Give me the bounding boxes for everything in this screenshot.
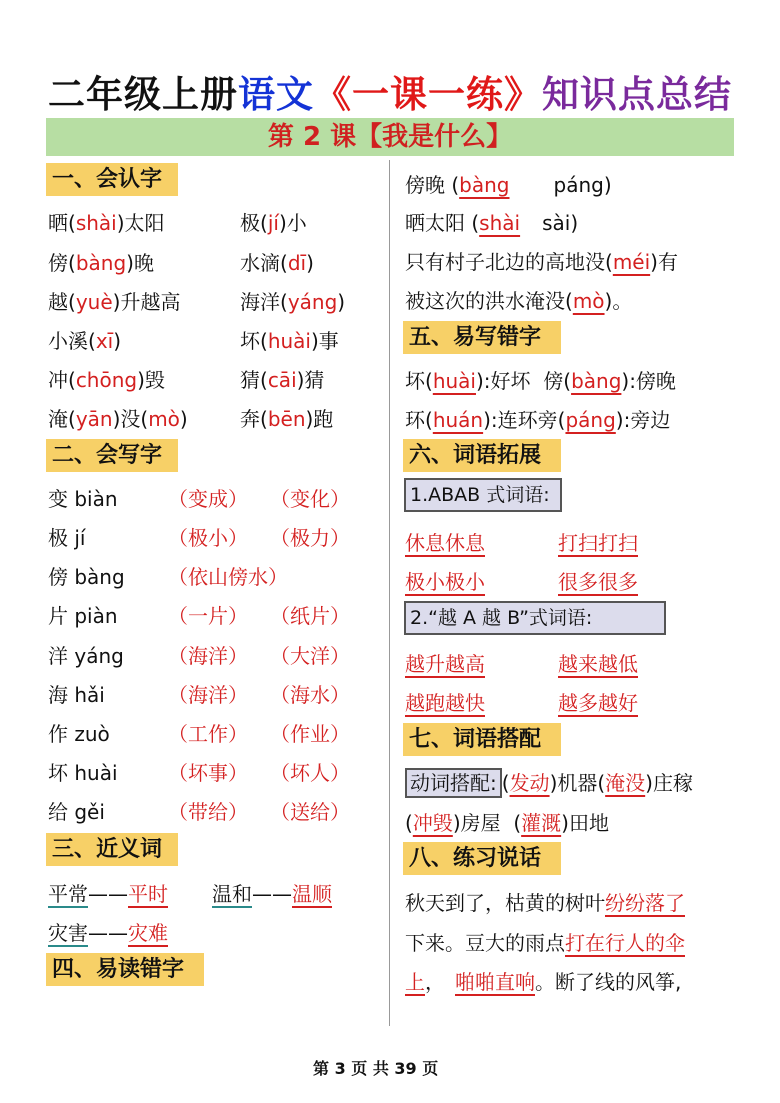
synonym-pair: 平常——平时: [48, 882, 168, 906]
list-item: 坏 huài: [48, 761, 118, 785]
word-item: 很多很多: [558, 570, 638, 594]
word-item: （坏事）: [168, 761, 248, 785]
list-item: 洋 yáng: [48, 644, 124, 668]
list-item: 傍 bàng: [48, 565, 125, 589]
list-item: 小溪(xī): [48, 329, 122, 353]
section-heading-synonyms: 三、近义词: [46, 833, 178, 866]
list-item: 片 piàn: [48, 604, 118, 628]
misread-item: 晒太阳 (shài sài): [405, 211, 579, 235]
list-item: 极(jí)小: [240, 211, 307, 235]
list-item: 极 jí: [48, 526, 86, 550]
lesson-title: 第 2 课【我是什么】: [46, 118, 734, 156]
miswrite-item: 坏(huài):好坏 傍(bàng):傍晚: [405, 369, 676, 393]
section-heading-expand: 六、词语拓展: [403, 439, 561, 472]
word-item: （极小）: [168, 526, 248, 550]
word-item: （一片）: [168, 604, 248, 628]
list-item: 猜(cāi)猜: [240, 368, 325, 392]
synonym-pair: 温和——温顺: [212, 882, 332, 906]
collocation-line: (冲毁)房屋 (灌溉)田地: [405, 811, 609, 835]
word-item: 极小极小: [405, 570, 485, 594]
word-item: （变成）: [168, 487, 248, 511]
column-divider: [389, 160, 390, 1026]
section-heading-misread: 四、易读错字: [46, 953, 204, 986]
misread-sentence: 被这次的洪水淹没(mò)。: [405, 289, 633, 313]
word-item: （海洋）: [168, 644, 248, 668]
word-item: （工作）: [168, 722, 248, 746]
collocation-line: 动词搭配: (发动)机器(淹没)庄稼: [405, 768, 693, 798]
speaking-line: 下来。豆大的雨点打在行人的伞: [405, 931, 685, 955]
list-item: 变 biàn: [48, 487, 118, 511]
list-item: 海 hǎi: [48, 683, 105, 707]
misread-sentence: 只有村子北边的高地没(méi)有: [405, 250, 678, 274]
abab-label: 1.ABAB 式词语:: [404, 478, 562, 512]
word-item: （坏人）: [270, 761, 350, 785]
list-item: 给 gěi: [48, 800, 105, 824]
word-item: 越多越好: [558, 691, 638, 715]
word-item: （变化）: [270, 487, 350, 511]
synonym-pair: 灾害——灾难: [48, 921, 168, 945]
section-heading-recognize: 一、会认字: [46, 163, 178, 196]
word-item: （大洋）: [270, 644, 350, 668]
section-heading-speaking: 八、练习说话: [403, 842, 561, 875]
word-item: （作业）: [270, 722, 350, 746]
word-item: 打扫打扫: [558, 531, 638, 555]
list-item: 晒(shài)太阳: [48, 211, 165, 235]
word-item: （海水）: [270, 683, 350, 707]
word-item: （带给）: [168, 800, 248, 824]
misread-item: 傍晚 (bàng páng): [405, 173, 612, 197]
list-item: 冲(chōng)毁: [48, 368, 165, 392]
list-item: 海洋(yáng): [240, 290, 346, 314]
word-item: 越来越低: [558, 652, 638, 676]
section-heading-write: 二、会写字: [46, 439, 178, 472]
word-item: （送给）: [270, 800, 350, 824]
list-item: 坏(huài)事: [240, 329, 339, 353]
list-item: 越(yuè)升越高: [48, 290, 181, 314]
list-item: 淹(yān)没(mò): [48, 407, 188, 431]
word-item: （极力）: [270, 526, 350, 550]
word-item: （依山傍水）: [168, 565, 288, 589]
speaking-line: 秋天到了，枯黄的树叶纷纷落了: [405, 891, 685, 915]
list-item: 傍(bàng)晚: [48, 251, 154, 275]
list-item: 作 zuò: [48, 722, 110, 746]
section-heading-collocation: 七、词语搭配: [403, 723, 561, 756]
speaking-line: 上， 啪啪直响。断了线的风筝,: [405, 970, 682, 994]
word-item: 休息休息: [405, 531, 485, 555]
miswrite-item: 环(huán):连环旁(páng):旁边: [405, 408, 671, 432]
word-item: （纸片）: [270, 604, 350, 628]
word-item: 越升越高: [405, 652, 485, 676]
word-item: 越跑越快: [405, 691, 485, 715]
page-title: 二年级上册语文《一课一练》知识点总结: [48, 73, 732, 116]
page-footer: 第 3 页 共 39 页: [313, 1059, 439, 1078]
word-item: （海洋）: [168, 683, 248, 707]
list-item: 奔(bēn)跑: [240, 407, 334, 431]
list-item: 水滴(dī): [240, 251, 314, 275]
section-heading-miswrite: 五、易写错字: [403, 321, 561, 354]
yue-label: 2.“越 A 越 B”式词语:: [404, 601, 666, 635]
